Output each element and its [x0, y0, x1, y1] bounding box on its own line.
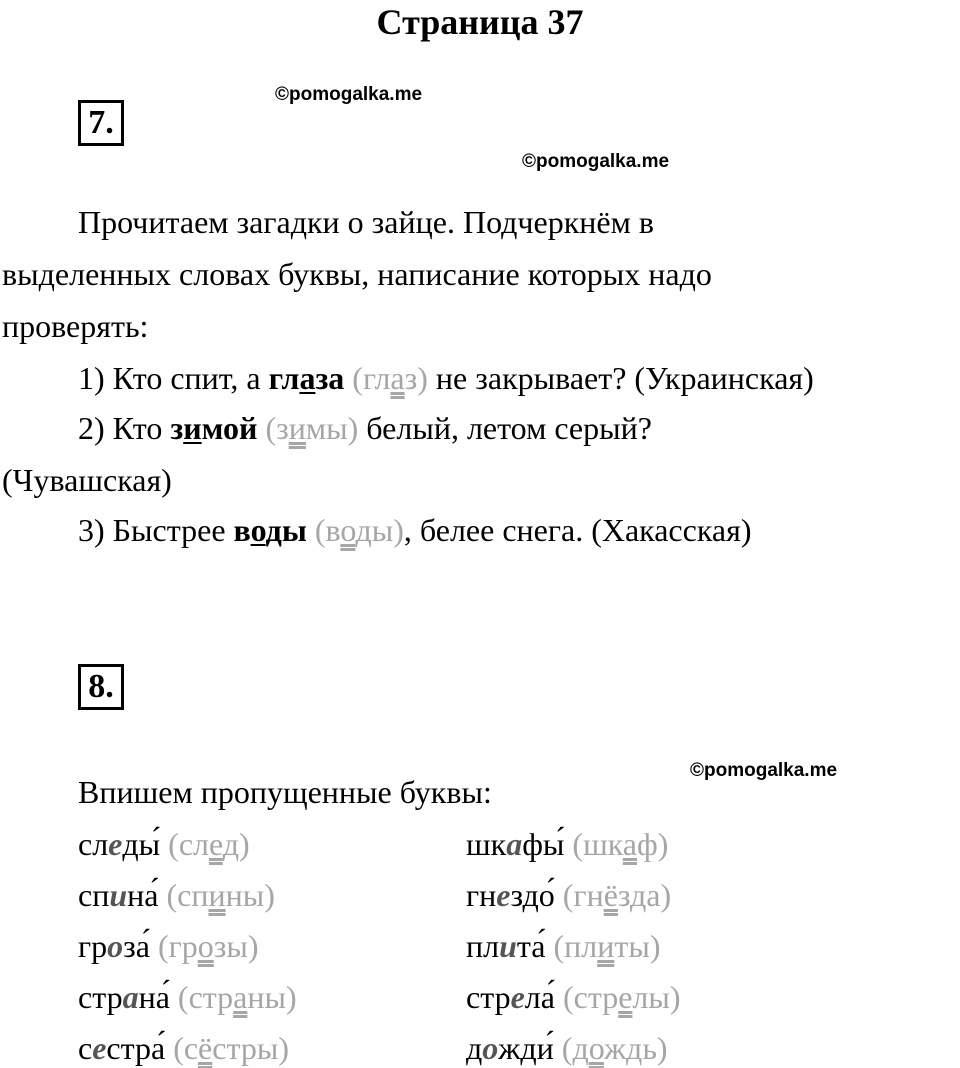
task-number-8: 8.	[78, 664, 124, 710]
word-row: страна́ (страны)	[78, 979, 297, 1015]
word-row: гнездо́ (гнёзда)	[466, 877, 672, 913]
task7-intro-line-2: выделенных словах буквы, написание которых надо	[2, 256, 712, 292]
word-row: следы́ (след)	[78, 826, 250, 862]
riddle-3: 3) Быстрее воды (воды), белее снега. (Хакасская)	[78, 512, 752, 548]
watermark: ©pomogalka.me	[522, 151, 670, 172]
word-row: гроза́ (грозы)	[78, 928, 259, 964]
word-row: плита́ (плиты)	[466, 928, 661, 964]
task8-intro: Впишем пропущенные буквы:	[78, 774, 492, 810]
task7-intro-line-1: Прочитаем загадки о зайце. Подчеркнём в	[78, 204, 654, 240]
riddle-1: 1) Кто спит, а глаза (глаз) не закрывает? (Украинская)	[78, 360, 814, 396]
page-title: Страница 37	[376, 2, 584, 42]
task7-intro-line-3: проверять:	[2, 308, 149, 344]
watermark: ©pomogalka.me	[275, 84, 423, 105]
word-row: стрела́ (стрелы)	[466, 979, 681, 1015]
riddle-2-continuation: (Чувашская)	[2, 462, 172, 498]
riddle-2: 2) Кто зимой (зимы) белый, летом серый?	[78, 410, 652, 446]
word-row: шкафы́ (шкаф)	[466, 826, 669, 862]
word-row: сестра́ (сёстры)	[78, 1030, 289, 1066]
watermark: ©pomogalka.me	[690, 760, 838, 781]
word-row: дожди́ (дождь)	[466, 1030, 668, 1066]
task-number-7: 7.	[78, 100, 124, 146]
word-row: спина́ (спины)	[78, 877, 275, 913]
